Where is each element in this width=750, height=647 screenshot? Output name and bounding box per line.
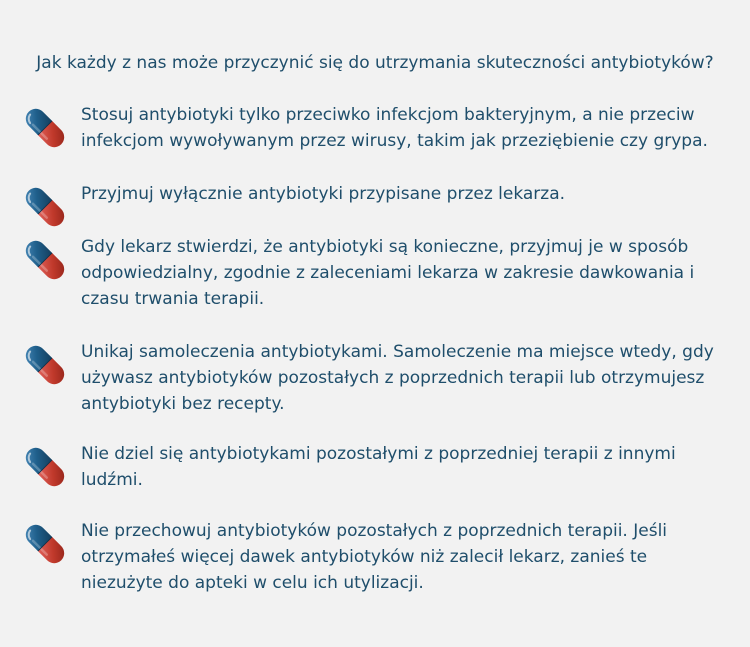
capsule-icon bbox=[22, 181, 68, 233]
page-title: Jak każdy z nas może przyczynić się do utrzymania skuteczności antybiotyków? bbox=[36, 53, 714, 73]
item-text: Nie przechowuj antybiotyków pozostałych z poprzednich terapii. Jeśli otrzymałeś więcej dawek antybiotyków niż zalecił lekarz, zanieś te niezużyte do apteki w celu ich utylizacji. bbox=[81, 521, 668, 593]
item-text: Przyjmuj wyłącznie antybiotyki przypisane przez lekarza. bbox=[81, 184, 566, 204]
capsule-icon bbox=[22, 102, 68, 154]
capsule-icon bbox=[22, 441, 68, 493]
item-text: Gdy lekarz stwierdzi, że antybiotyki są konieczne, przyjmuj je w sposób odpowiedzialny, zgodnie z zaleceniami lekarza w zakresie dawkowania i czasu trwania terapii. bbox=[81, 237, 695, 309]
item-text: Nie dziel się antybiotykami pozostałymi z poprzedniej terapii z innymi ludźmi. bbox=[81, 444, 676, 490]
item-text: Stosuj antybiotyki tylko przeciwko infekcjom bakteryjnym, a nie przeciw infekcjom wywoływanym przez wirusy, takim jak przeziębienie czy grypa. bbox=[81, 105, 708, 151]
capsule-icon bbox=[22, 339, 68, 391]
item-text: Unikaj samoleczenia antybiotykami. Samoleczenie ma miejsce wtedy, gdy używasz antybiotyków pozostałych z poprzednich terapii lub otrzymujesz antybiotyki bez recepty. bbox=[81, 342, 714, 414]
capsule-icon bbox=[22, 518, 68, 570]
capsule-icon bbox=[22, 234, 68, 286]
